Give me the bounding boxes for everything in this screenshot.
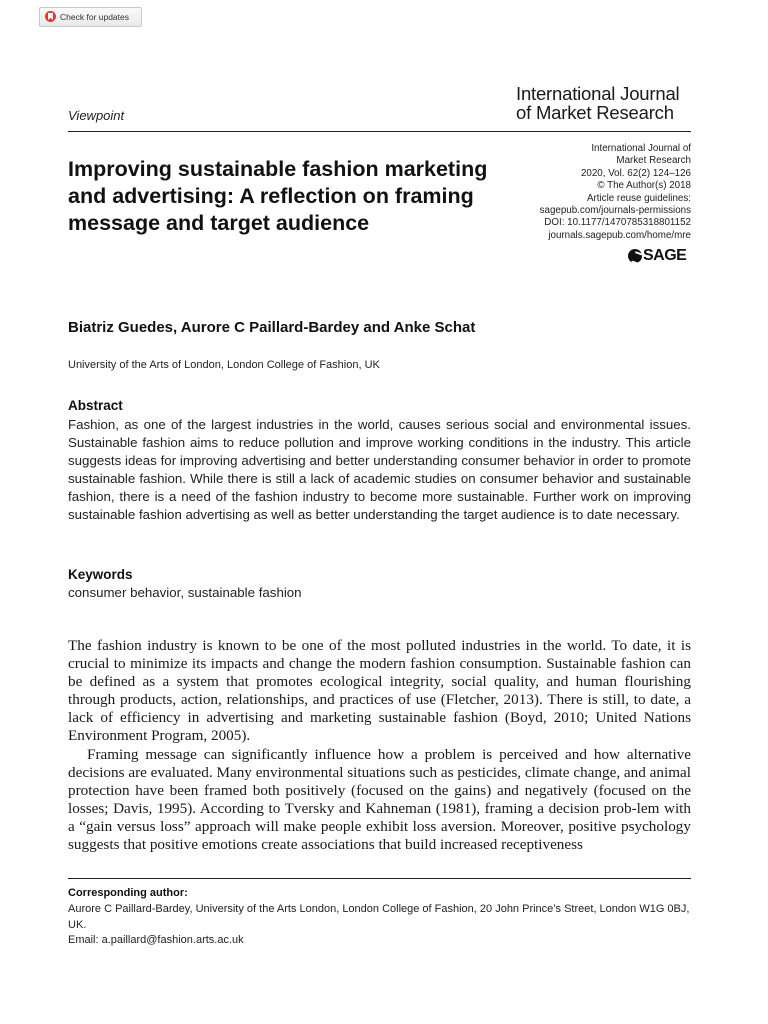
- meta-doi[interactable]: DOI: 10.1177/1470785318801152: [544, 217, 691, 229]
- header-divider: [68, 131, 691, 132]
- meta-volume: 2020, Vol. 62(2) 124–126: [580, 167, 691, 179]
- check-for-updates-button[interactable]: [39, 7, 142, 27]
- corresponding-author-heading: Corresponding author:: [68, 887, 188, 899]
- meta-reuse: Article reuse guidelines:: [586, 192, 691, 204]
- meta-copyright: © The Author(s) 2018: [597, 180, 691, 192]
- meta-journal-cont: Market Research: [616, 155, 691, 167]
- body-paragraph-2: Framing message can significantly influence how a problem is perceived and how alternative decisions are evaluated. Many environmental situations such as pesticides, climate change, and animal protection have been framed both positively (focused on the gains) and negatively (focused on the losses; Davis, 1995). According to Tversky and Kahneman (1981), framing a decision prob-lem with a “gain versus loss” approach will make people exhibit loss aversion. Moreover, positive psychology suggests that positive emotions create associations that build increased receptiveness: [68, 745, 691, 854]
- meta-permissions-link[interactable]: sagepub.com/journals-permissions: [539, 205, 691, 217]
- affiliation: University of the Arts of London, London College of Fashion, UK: [68, 359, 380, 371]
- journal-logo-line2: of Market Research: [516, 102, 674, 123]
- keywords-text: consumer behavior, sustainable fashion: [68, 585, 302, 600]
- abstract-heading: Abstract: [68, 398, 123, 413]
- keywords-heading: Keywords: [68, 567, 133, 582]
- authors: Biatriz Guedes, Aurore C Paillard-Bardey and Anke Schat: [68, 319, 476, 336]
- sage-logo-text: SAGE: [643, 247, 687, 264]
- footnote-divider: [68, 878, 691, 879]
- check-for-updates-label: Check for updates: [60, 12, 129, 22]
- body-paragraph-1: The fashion industry is known to be one of the most polluted industries in the world. To date, it is crucial to minimize its impacts and change the modern fashion consumption. Sustainable fashion can be defined as a system that promotes ecological integrity, social quality, and human flourishing through products, action, relationships, and practices of use (Fletcher, 2013). There is still, to date, a lack of efficiency in advertising and marketing sustainable fashion (Boyd, 2010; United Nations Environment Program, 2005).: [68, 637, 691, 745]
- abstract-text: Fashion, as one of the largest industries in the world, causes serious social and environmental issues. Sustainable fashion aims to reduce pollution and improve working conditions in the industry. This article suggests ideas for improving advertising and better understanding consumer behavior in order to promote sustainable fashion. While there is still a lack of academic studies on consumer behavior and sustainable fashion, there is a need of the fashion industry to become more sustainable. Further work on improving sustainable fashion advertising as well as better understanding the target audience is to date necessary.: [68, 417, 691, 522]
- sage-logo: [628, 247, 686, 265]
- journal-logo: [516, 84, 679, 122]
- sage-mark-icon: [628, 249, 642, 263]
- corresponding-email[interactable]: Email: a.paillard@fashion.arts.ac.uk: [68, 934, 244, 946]
- corresponding-author-details: [68, 902, 691, 949]
- article-meta: [500, 143, 691, 242]
- corresponding-address: Aurore C Paillard-Bardey, University of the Arts London, London College of Fashion, 20 John Prince’s Street, London W1G 0BJ, UK.: [68, 903, 690, 931]
- meta-journal: International Journal of: [591, 143, 691, 154]
- article-title: Improving sustainable fashion marketing and advertising: A reflection on framing message and target audience: [68, 157, 488, 235]
- body-text: [68, 637, 691, 854]
- journal-logo-line1: International Journal: [516, 83, 680, 104]
- section-label: Viewpoint: [68, 108, 125, 123]
- meta-journal-link[interactable]: journals.sagepub.com/home/mre: [548, 229, 691, 241]
- crossmark-icon: [45, 11, 56, 23]
